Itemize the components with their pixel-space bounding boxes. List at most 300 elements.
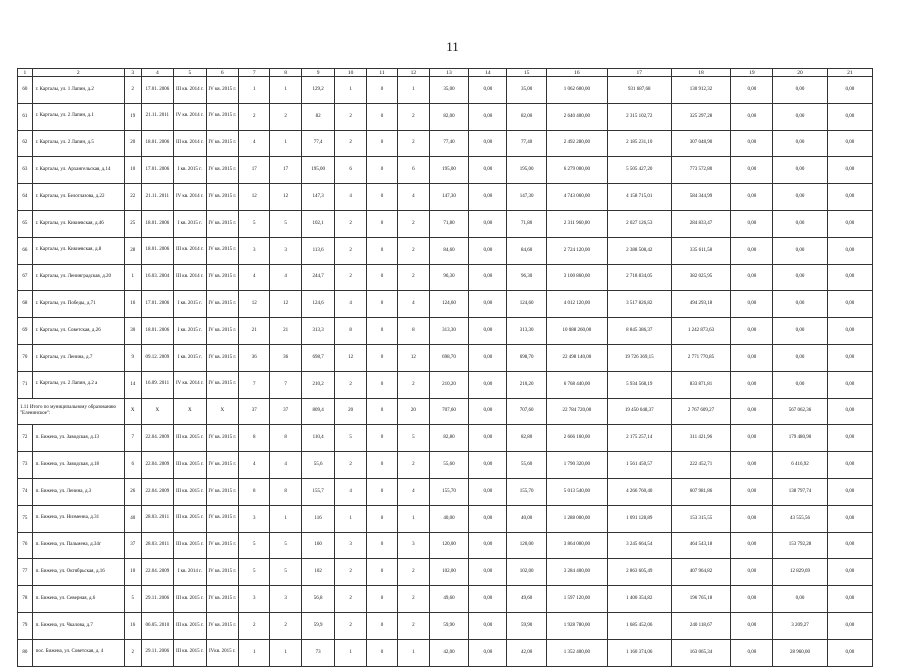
table-cell: 2 — [270, 103, 301, 130]
table-cell: 3 864 000,00 — [546, 532, 607, 559]
table-cell: III кв. 2015 г. — [174, 478, 206, 505]
table-cell: 3 — [239, 237, 270, 264]
table-row — [18, 371, 873, 398]
table-cell: 42,00 — [507, 639, 547, 666]
table-cell: 1 561 450,57 — [607, 452, 671, 479]
table-cell: 7 — [270, 371, 301, 398]
table-cell: 1 597 120,00 — [546, 586, 607, 613]
table-cell: 120,00 — [429, 532, 469, 559]
table-cell: 0,00 — [773, 586, 827, 613]
table-cell: 0,00 — [773, 344, 827, 371]
table-cell: 120,00 — [507, 532, 547, 559]
table-cell: 5 — [335, 425, 366, 452]
table-cell: 16.03. 2004 — [141, 264, 173, 291]
table-cell: 29.11. 2006 — [141, 639, 173, 666]
table-cell: 37 — [270, 398, 301, 425]
table-cell: 179 480,90 — [773, 425, 827, 452]
table-cell: 0,00 — [827, 318, 872, 345]
table-cell: 335 611,58 — [671, 237, 731, 264]
table-cell: 210,2 — [301, 371, 335, 398]
table-cell: 3 — [239, 586, 270, 613]
table-cell: 0,00 — [827, 559, 872, 586]
table-cell: 2 767 609,27 — [671, 398, 731, 425]
table-cell: 147,30 — [429, 184, 469, 211]
table-cell: 5 — [398, 425, 429, 452]
table-cell: 71,80 — [507, 210, 547, 237]
table-cell: IV кв. 2015 г. — [206, 371, 238, 398]
table-cell: 0,00 — [773, 264, 827, 291]
table-cell: 2 — [335, 612, 366, 639]
table-cell: 25 — [124, 210, 141, 237]
table-cell: 0 — [366, 318, 397, 345]
table-cell: 0 — [366, 639, 397, 666]
table-cell: п. Бижена, ул. Октябрьская, д.16 — [32, 559, 124, 586]
table-cell: 707,60 — [429, 398, 469, 425]
table-cell: IV кв. 2014 г. — [174, 184, 206, 211]
table-cell: 80 — [18, 639, 33, 666]
table-cell: III кв. 2014 г. — [174, 237, 206, 264]
table-cell: 1 062 600,00 — [546, 77, 607, 104]
table-cell: 2 666 160,00 — [546, 425, 607, 452]
table-cell: 2 185 231,10 — [607, 130, 671, 157]
table-cell: 0,00 — [731, 559, 773, 586]
table-cell: 0,00 — [469, 291, 507, 318]
table-cell: 21 — [270, 318, 301, 345]
table-cell: 116 — [301, 505, 335, 532]
table-cell: 2 724 120,00 — [546, 237, 607, 264]
table-cell: 3 245 664,54 — [607, 532, 671, 559]
table-cell: 1 928 780,00 — [546, 612, 607, 639]
subtotal-row — [18, 398, 873, 425]
table-cell: 240 118,67 — [671, 612, 731, 639]
column-number-cell: 20 — [773, 69, 827, 77]
table-cell: 77,40 — [429, 130, 469, 157]
table-cell: IV кв. 2015 г. — [206, 77, 238, 104]
table-cell: 0,00 — [773, 103, 827, 130]
table-cell: 78 — [18, 586, 33, 613]
table-cell: 102 — [301, 559, 335, 586]
column-number-cell: 8 — [270, 69, 301, 77]
table-cell: 3 100 860,00 — [546, 264, 607, 291]
table-cell: 1 242 873,63 — [671, 318, 731, 345]
column-number-cell: 1 — [18, 69, 33, 77]
table-cell: 0,00 — [469, 237, 507, 264]
table-cell: IV кв. 2015 г. — [206, 425, 238, 452]
table-cell: 138 797,74 — [773, 478, 827, 505]
table-cell: 931 687,68 — [607, 77, 671, 104]
table-cell: 0 — [366, 184, 397, 211]
table-cell: IV кв. 2015 г. — [206, 264, 238, 291]
table-cell: 124,60 — [429, 291, 469, 318]
table-cell: 49,60 — [507, 586, 547, 613]
table-cell: X — [174, 398, 206, 425]
table-cell: 22.04. 2009 — [141, 452, 173, 479]
table-cell: 0,00 — [731, 318, 773, 345]
table-cell: 5 — [239, 559, 270, 586]
table-cell: 0,00 — [731, 425, 773, 452]
table-cell: 35,00 — [507, 77, 547, 104]
column-number-cell: 15 — [507, 69, 547, 77]
table-cell: 0,00 — [773, 130, 827, 157]
table-cell: 0,00 — [731, 264, 773, 291]
table-cell: 0,00 — [827, 398, 872, 425]
table-cell: 4 — [335, 478, 366, 505]
column-number-cell: 5 — [174, 69, 206, 77]
column-number-cell: 2 — [32, 69, 124, 77]
table-cell: 2 863 605,49 — [607, 559, 671, 586]
table-cell: 0,00 — [827, 478, 872, 505]
table-cell: 18.01. 2006 — [141, 210, 173, 237]
table-cell: 6 — [124, 452, 141, 479]
table-cell: п. Бижена, ул. Пальмена, д.34г — [32, 532, 124, 559]
table-cell: 16.09. 2011 — [141, 371, 173, 398]
table-cell: III кв. 2014 г. — [174, 264, 206, 291]
table-cell: 0,00 — [731, 586, 773, 613]
table-cell: 0,00 — [731, 184, 773, 211]
table-cell: 0,00 — [731, 452, 773, 479]
table-cell: III кв. 2015 г. — [174, 505, 206, 532]
table-cell: 0,00 — [731, 77, 773, 104]
table-cell: 17.01. 2006 — [141, 77, 173, 104]
table-cell: IV кв. 2015 г. — [206, 452, 238, 479]
table-cell: 6 — [335, 157, 366, 184]
table-cell: 26 — [124, 478, 141, 505]
table-cell: 210,20 — [429, 371, 469, 398]
table-cell: 698,7 — [301, 344, 335, 371]
table-cell: 0,00 — [731, 371, 773, 398]
table-cell: 8 — [239, 478, 270, 505]
table-cell: 40 — [124, 505, 141, 532]
table-cell: 71 — [18, 371, 33, 398]
table-cell: 2 771 770,85 — [671, 344, 731, 371]
table-cell: 0 — [366, 77, 397, 104]
table-cell: 7 — [239, 371, 270, 398]
table-cell: 0,00 — [469, 184, 507, 211]
table-cell: 84,60 — [429, 237, 469, 264]
table-cell: 2 — [398, 264, 429, 291]
table-cell: 0 — [366, 532, 397, 559]
table-cell: 584 344,99 — [671, 184, 731, 211]
table-cell: 65 — [18, 210, 33, 237]
table-cell: 6 — [398, 157, 429, 184]
table-cell: 0,00 — [827, 452, 872, 479]
table-cell: 0,00 — [469, 452, 507, 479]
table-cell: 4 012 120,00 — [546, 291, 607, 318]
table-cell: 36 — [270, 344, 301, 371]
table-cell: п. Бижена, ул. Заводская, д.13 — [32, 425, 124, 452]
column-number-cell: 3 — [124, 69, 141, 77]
table-cell: 0,00 — [827, 184, 872, 211]
table-row — [18, 103, 873, 130]
table-cell: 4 158 715,01 — [607, 184, 671, 211]
table-cell: 0,00 — [773, 77, 827, 104]
table-cell: 4 — [239, 264, 270, 291]
table-cell: 75 — [18, 505, 33, 532]
table-cell: 9 — [124, 344, 141, 371]
table-cell: 698,70 — [507, 344, 547, 371]
table-cell: I кв. 2015 г. — [174, 344, 206, 371]
table-cell: 55,60 — [507, 452, 547, 479]
table-cell: 8 — [398, 318, 429, 345]
table-cell: 64 — [18, 184, 33, 211]
table-cell: 6 279 000,00 — [546, 157, 607, 184]
table-cell: 0,00 — [731, 478, 773, 505]
table-cell: 0,00 — [731, 344, 773, 371]
table-cell: 30 — [124, 318, 141, 345]
table-cell: 5 934 568,19 — [607, 371, 671, 398]
header-row — [18, 69, 873, 77]
table-cell: 0 — [366, 452, 397, 479]
table-cell: 4 266 760,40 — [607, 478, 671, 505]
table-cell: пос. Бижена, ул. Советская, д. 4 — [32, 639, 124, 666]
table-cell: 195,00 — [429, 157, 469, 184]
table-cell: 76 — [18, 532, 33, 559]
table-cell: п. Бижена, ул. Заводская, д.18 — [32, 452, 124, 479]
table-cell: 10 — [124, 157, 141, 184]
table-cell: 0,00 — [469, 103, 507, 130]
table-cell: 22 498 140,00 — [546, 344, 607, 371]
table-cell: 2 — [335, 103, 366, 130]
table-cell: 124,60 — [507, 291, 547, 318]
table-cell: 12 — [270, 184, 301, 211]
table-cell: 2 — [335, 264, 366, 291]
table-cell: 0,00 — [469, 344, 507, 371]
table-row — [18, 532, 873, 559]
table-cell: 1 — [239, 77, 270, 104]
table-cell: 8 — [335, 318, 366, 345]
table-cell: п. Бижена, ул. Ленина, д.3 — [32, 478, 124, 505]
column-number-cell: 19 — [731, 69, 773, 77]
table-cell: 17.01. 2006 — [141, 291, 173, 318]
table-cell: 0,00 — [731, 237, 773, 264]
table-cell: 21.11. 2011 — [141, 103, 173, 130]
table-cell: 325 297,28 — [671, 103, 731, 130]
table-cell: 36 — [239, 344, 270, 371]
table-cell: 63 — [18, 157, 33, 184]
table-cell: 0,00 — [773, 371, 827, 398]
table-cell: 21.11. 2011 — [141, 184, 173, 211]
table-cell: 71,80 — [429, 210, 469, 237]
table-cell: I кв. 2014 г. — [174, 559, 206, 586]
table-cell: 20 — [124, 130, 141, 157]
table-row — [18, 505, 873, 532]
table-cell: 19 — [124, 103, 141, 130]
table-cell: X — [206, 398, 238, 425]
table-cell: 0,00 — [469, 371, 507, 398]
table-cell: III кв. 2014 г. — [174, 77, 206, 104]
table-cell: 0,00 — [773, 184, 827, 211]
table-cell: III кв. 2015 г. — [174, 586, 206, 613]
table-cell: 284 833,47 — [671, 210, 731, 237]
table-cell: 313,3 — [301, 318, 335, 345]
table-cell: 130 912,32 — [671, 77, 731, 104]
table-cell: IV кв. 2015 г. — [206, 318, 238, 345]
table-cell: 1 685 452,06 — [607, 612, 671, 639]
table-row — [18, 586, 873, 613]
table-cell: 12 — [398, 344, 429, 371]
table-cell: 59,9 — [301, 612, 335, 639]
table-cell: 1 091 128,89 — [607, 505, 671, 532]
table-row — [18, 184, 873, 211]
table-cell: 1 — [335, 77, 366, 104]
table-cell: 0,00 — [469, 398, 507, 425]
table-cell: 3 209,27 — [773, 612, 827, 639]
table-cell: 2 — [239, 103, 270, 130]
table-cell: 4 — [239, 452, 270, 479]
table-cell: 4 — [335, 184, 366, 211]
column-number-cell: 14 — [469, 69, 507, 77]
table-cell: 0,00 — [469, 77, 507, 104]
table-cell: I кв. 2015 г. — [174, 210, 206, 237]
table-cell: 0,00 — [827, 130, 872, 157]
table-cell: 1 — [124, 264, 141, 291]
table-cell: г. Карталы, ул. 2 Лапин, д.2 а — [32, 371, 124, 398]
table-cell: 407 964,82 — [671, 559, 731, 586]
table-cell: 0,00 — [731, 157, 773, 184]
table-cell: 0 — [366, 291, 397, 318]
table-row — [18, 237, 873, 264]
table-cell: 16 — [124, 291, 141, 318]
table-cell: 124,6 — [301, 291, 335, 318]
table-cell: 0,00 — [827, 344, 872, 371]
table-cell: 20 — [335, 398, 366, 425]
table-cell: 0 — [366, 559, 397, 586]
table-cell: 147,3 — [301, 184, 335, 211]
table-cell: 2 — [398, 103, 429, 130]
table-cell: 0,00 — [773, 291, 827, 318]
table-cell: 73 — [18, 452, 33, 479]
table-cell: 0,00 — [469, 318, 507, 345]
table-cell: I кв. 2015 г. — [174, 318, 206, 345]
table-cell: X — [124, 398, 141, 425]
table-cell: 153 792,28 — [773, 532, 827, 559]
table-cell: 0,00 — [731, 103, 773, 130]
column-number-cell: 4 — [141, 69, 173, 77]
table-cell: 102,00 — [429, 559, 469, 586]
table-cell: 1 160 374,06 — [607, 639, 671, 666]
table-cell: 37 — [124, 532, 141, 559]
table-cell: 1 400 354,82 — [607, 586, 671, 613]
table-cell: 84,60 — [507, 237, 547, 264]
table-cell: г. Карталы, ул. Ленина, д.7 — [32, 344, 124, 371]
table-cell: 56,8 — [301, 586, 335, 613]
table-cell: 1 — [398, 505, 429, 532]
table-cell: 96,30 — [507, 264, 547, 291]
table-cell: 5 — [270, 210, 301, 237]
table-cell: 2 311 960,00 — [546, 210, 607, 237]
table-cell: 5 — [124, 586, 141, 613]
table-cell: 2 — [398, 210, 429, 237]
table-cell: 155,70 — [429, 478, 469, 505]
data-table — [17, 68, 873, 667]
table-cell: 0,00 — [827, 612, 872, 639]
table-cell: 06.05. 2010 — [141, 612, 173, 639]
table-cell: IVкв. 2015 г. — [206, 639, 238, 666]
table-cell: 19 450 048,37 — [607, 398, 671, 425]
table-cell: 6 416,92 — [773, 452, 827, 479]
table-cell: 17 — [239, 157, 270, 184]
table-cell: 82,00 — [429, 103, 469, 130]
table-cell: 0,00 — [827, 157, 872, 184]
table-cell: 62 — [18, 130, 33, 157]
table-cell: 0 — [366, 210, 397, 237]
table-cell: 16 — [124, 612, 141, 639]
table-cell: г. Карталы, ул. Советская, д.26 — [32, 318, 124, 345]
table-cell: 28.03. 2011 — [141, 505, 173, 532]
table-cell: 40,00 — [429, 505, 469, 532]
table-cell: 0,00 — [469, 264, 507, 291]
table-cell: 2 640 400,00 — [546, 103, 607, 130]
table-cell: п. Бижена, ул. Низменна, д.31 — [32, 505, 124, 532]
table-cell: 5 — [239, 532, 270, 559]
column-number-cell: 11 — [366, 69, 397, 77]
table-cell: 147,30 — [507, 184, 547, 211]
table-cell: 2 — [124, 639, 141, 666]
table-cell: 210,20 — [507, 371, 547, 398]
table-cell: 4 — [270, 452, 301, 479]
table-cell: г. Карталы, ул. 2 Лапин, д.1 — [32, 103, 124, 130]
table-cell: 2 — [335, 586, 366, 613]
table-cell: г. Карталы, ул. 1 Лапин, д.2 — [32, 77, 124, 104]
table-cell: 22.04. 2009 — [141, 478, 173, 505]
table-cell: 61 — [18, 103, 33, 130]
table-cell: 4 — [398, 184, 429, 211]
table-cell: 5 — [270, 559, 301, 586]
table-cell: 74 — [18, 478, 33, 505]
table-cell: 2 — [335, 559, 366, 586]
table-row — [18, 478, 873, 505]
table-cell: 2 — [398, 612, 429, 639]
table-cell: 0 — [366, 425, 397, 452]
table-cell: 155,7 — [301, 478, 335, 505]
table-cell: IV кв. 2014 г. — [174, 103, 206, 130]
table-cell: 18.01. 2006 — [141, 130, 173, 157]
subtotal-label: 1.11 Итого по муниципальному образованию "Еленинское": — [18, 398, 125, 425]
table-cell: 0,00 — [469, 210, 507, 237]
table-cell: 77,4 — [301, 130, 335, 157]
table-cell: 0,00 — [469, 425, 507, 452]
table-cell: 307 048,90 — [671, 130, 731, 157]
table-cell: 2 718 834,05 — [607, 264, 671, 291]
table-cell: IV кв. 2015 г. — [206, 586, 238, 613]
table-cell: г. Карталы, ул. Кикиевская, д.8 — [32, 237, 124, 264]
table-cell: 0,00 — [773, 318, 827, 345]
table-cell: 0 — [366, 505, 397, 532]
table-cell: 0,00 — [731, 130, 773, 157]
page-number: 11 — [446, 39, 459, 54]
table-cell: IV кв. 2015 г. — [206, 505, 238, 532]
table-cell: IV кв. 2015 г. — [206, 237, 238, 264]
table-cell: 29.11. 2006 — [141, 586, 173, 613]
table-cell: 5 — [270, 532, 301, 559]
table-cell: 2 175 257,14 — [607, 425, 671, 452]
table-cell: 35,00 — [429, 77, 469, 104]
table-cell: 0,00 — [731, 639, 773, 666]
table-cell: г. Карталы, ул. Ленинградская, д.20 — [32, 264, 124, 291]
table-cell: 4 — [398, 291, 429, 318]
table-cell: 12 — [239, 291, 270, 318]
table-cell: 0,00 — [469, 639, 507, 666]
table-cell: 1 — [239, 639, 270, 666]
table-cell: 195,00 — [507, 157, 547, 184]
table-cell: III кв. 2015 г. — [174, 612, 206, 639]
table-cell: 8 — [270, 425, 301, 452]
table-cell: 28.03. 2011 — [141, 532, 173, 559]
table-cell: 18.01. 2006 — [141, 237, 173, 264]
table-cell: 37 — [239, 398, 270, 425]
table-cell: 2 — [270, 612, 301, 639]
table-cell: 4 — [270, 264, 301, 291]
